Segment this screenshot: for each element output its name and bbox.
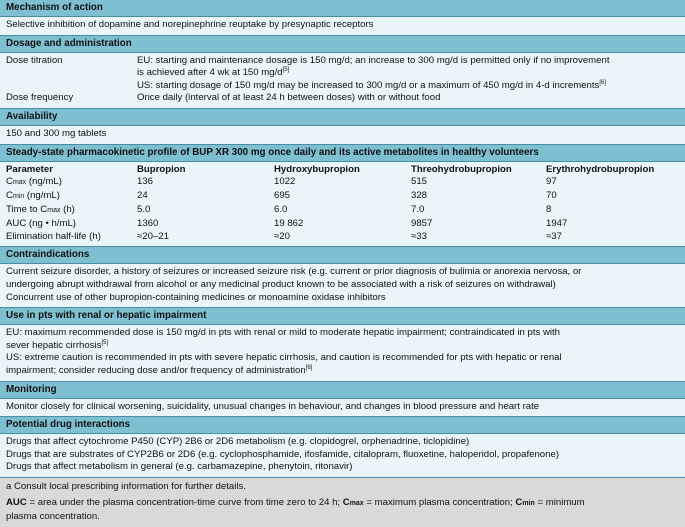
pk-col-threohydrobupropion: Threohydrobupropion [411, 163, 512, 175]
pk-heading: Steady-state pharmacokinetic profile of BUP XR 300 mg once daily and its active metabolites in healthy volunteers [0, 144, 685, 162]
pk-param: AUC (ng • h/mL) [6, 217, 76, 229]
pk-cell: 7.0 [411, 203, 425, 215]
pk-param: Time to Cmax (h) [6, 203, 75, 215]
pk-cell: 1022 [274, 176, 296, 188]
pk-cell: ≈20–21 [137, 230, 169, 242]
pk-cell: 6.0 [274, 203, 288, 215]
monitoring-text: Monitor closely for clinical worsening, suicidality, unusual changes in behaviour, and changes in blood pressure and heart rate [0, 399, 685, 417]
pk-cell: 70 [546, 190, 557, 202]
abbreviations: AUC = area under the plasma concentration-time curve from time zero to 24 h; Cmax = maximum plasma concentration; Cmin = minimum [6, 497, 585, 509]
pk-cell: 24 [137, 190, 148, 202]
pk-cell: 8 [546, 203, 552, 215]
pk-param: Cmin (ng/mL) [6, 190, 60, 202]
renal-hepatic-text: EU: maximum recommended dose is 150 mg/d in pts with renal or mild to moderate hepatic impairment; contraindicated in pts with sever hepatic cirrhosis[5] US: extreme caution is recommended in pts with severe hepatic cirrhosis, and caution is recommended for pts with hepatic or renal impairment; consider reducing dose and/or frequency of administration[6] [0, 325, 685, 380]
dose-titration-label: Dose titration [6, 54, 63, 66]
interactions-list [0, 434, 685, 477]
pk-cell: 1947 [546, 217, 568, 229]
pk-col-parameter: Parameter [6, 163, 53, 175]
contraindications-heading: Contraindications [0, 246, 685, 264]
mechanism-text: Selective inhibition of dopamine and norepinephrine reuptake by presynaptic receptors [0, 17, 685, 35]
dose-titration-row [6, 55, 679, 93]
pk-col-hydroxybupropion: Hydroxybupropion [274, 163, 360, 175]
pk-param: Elimination half-life (h) [6, 230, 101, 242]
availability-text: 150 and 300 mg tablets [0, 126, 685, 144]
dose-titration-text: EU: starting and maintenance dosage is 150 mg/d; an increase to 300 mg/d is permitted only if no improvement is achieved after 4 wk at 150 mg/d[5] US: starting dosage of 150 mg/d may be increased to 300 mg/d or a maximum of 450 mg/d in 4-d increments[6] [137, 54, 610, 91]
pk-table [6, 164, 679, 244]
dose-frequency-row [6, 92, 679, 105]
pk-cell: 136 [137, 176, 154, 188]
table-row [6, 204, 679, 218]
interactions-heading: Potential drug interactions [0, 416, 685, 434]
pk-cell: 5.0 [137, 203, 151, 215]
pk-cell: 515 [411, 176, 428, 188]
dose-frequency-label: Dose frequency [6, 92, 74, 104]
pk-header-row [6, 164, 679, 177]
dose-frequency-text: Once daily (interval of at least 24 h between doses) with or without food [137, 92, 441, 104]
pk-cell: ≈37 [546, 230, 562, 242]
monitoring-heading: Monitoring [0, 381, 685, 399]
contraindications-text: Current seizure disorder, a history of seizures or increased seizure risk (e.g. current or prior diagnosis of bulimia or anorexia nervosa, or undergoing abrupt withdrawal from alcohol or any medicinal product known to be associated with a risk of seizures on withdrawal) Concurrent use of other bupropion-containing medicines or monoamine oxidase inhibitors [0, 264, 685, 307]
pk-cell: ≈20 [274, 230, 290, 242]
table-row [6, 231, 679, 244]
table-row [6, 190, 679, 204]
table-row [6, 218, 679, 231]
pk-cell: 97 [546, 176, 557, 188]
footnote-a: a Consult local prescribing information for further details. [6, 480, 246, 492]
abbreviations-cont: plasma concentration. [6, 511, 100, 523]
list-item: Drugs that affect cytochrome P450 (CYP) 2B6 or 2D6 metabolism (e.g. clopidogrel, orphenadrine, ticlopidine) [6, 436, 470, 448]
mechanism-heading: Mechanism of action [0, 0, 685, 17]
pk-section [0, 162, 685, 247]
availability-heading: Availability [0, 108, 685, 126]
pk-col-erythrohydrobupropion: Erythrohydrobupropion [546, 163, 655, 175]
pk-cell: 19 862 [274, 217, 304, 229]
renal-hepatic-heading: Use in pts with renal or hepatic impairment [0, 307, 685, 325]
list-item: Drugs that affect metabolism in general (e.g. carbamazepine, phenytoin, ritonavir) [6, 461, 353, 473]
pk-param: Cmax (ng/mL) [6, 176, 62, 188]
dosage-heading: Dosage and administration [0, 35, 685, 53]
dosage-section [0, 53, 685, 108]
table-row [6, 176, 679, 190]
pk-cell: 1360 [137, 217, 159, 229]
pk-col-bupropion: Bupropion [137, 163, 186, 175]
pk-cell: 695 [274, 190, 291, 202]
pk-cell: 328 [411, 190, 428, 202]
list-item: Drugs that are substrates of CYP2B6 or 2D6 (e.g. cyclophosphamide, ifosfamide, citalopram, fluoxetine, haloperidol, propafenone) [6, 448, 560, 460]
pk-cell: ≈33 [411, 230, 427, 242]
pk-cell: 9857 [411, 217, 433, 229]
table-footnote [0, 477, 685, 527]
